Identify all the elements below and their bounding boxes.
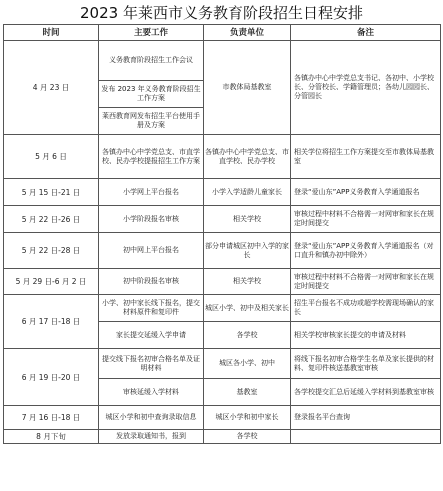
row-note: 相关学位将招生工作方案提交至市教体局基教室 bbox=[291, 135, 441, 179]
row-task: 城区小学和初中查询录取信息 bbox=[99, 406, 204, 430]
table-row bbox=[4, 179, 441, 206]
schedule-table bbox=[3, 24, 441, 444]
row-note: 审核过程中材料不合格需一对网审和家长在规定时间提交 bbox=[291, 269, 441, 295]
row-note: 各学校提交汇总后延缓入学材料到基教室审核 bbox=[291, 379, 441, 406]
row-unit: 相关学校 bbox=[204, 269, 291, 295]
row-date: 8 月下旬 bbox=[4, 430, 99, 444]
row-unit: 各学校 bbox=[204, 322, 291, 349]
row-task: 审核延缓入学材料 bbox=[99, 379, 204, 406]
row-unit: 城区小学、初中及相关家长 bbox=[204, 295, 291, 322]
table-row bbox=[4, 41, 441, 81]
row-date: 5 月 15 日-21 日 bbox=[4, 179, 99, 206]
table-row bbox=[4, 295, 441, 322]
row-task: 家长提交延缓入学申请 bbox=[99, 322, 204, 349]
row-unit: 各学校 bbox=[204, 430, 291, 444]
row-note: 招生平台报名不成功或超学校需现场确认的家长 bbox=[291, 295, 441, 322]
row-task: 发放录取通知书，报到 bbox=[99, 430, 204, 444]
row-note: 登录“爱山东”APP义务教育入学通道报名 bbox=[291, 179, 441, 206]
row-unit: 小学入学适龄儿童家长 bbox=[204, 179, 291, 206]
row-task: 莱西教育网发布招生平台使用手册及方案 bbox=[99, 108, 204, 135]
row-date: 5 月 22 日-26 日 bbox=[4, 206, 99, 233]
table-row bbox=[4, 233, 441, 269]
row-date: 6 月 19 日-20 日 bbox=[4, 349, 99, 406]
row-unit: 城区各小学、初中 bbox=[204, 349, 291, 379]
row-task: 小学、初中家长线下报名，提交材料原件和复印件 bbox=[99, 295, 204, 322]
row-note: 相关学校审核家长提交的申请及材料 bbox=[291, 322, 441, 349]
row-unit: 部分申请城区初中入学的家长 bbox=[204, 233, 291, 269]
row-task: 提交线下报名初审合格名单及证明材料 bbox=[99, 349, 204, 379]
row-task: 初中阶段报名审核 bbox=[99, 269, 204, 295]
row-unit: 各镇办中心中学党总支、市直学校、民办学校 bbox=[204, 135, 291, 179]
row-unit: 基教室 bbox=[204, 379, 291, 406]
table-row bbox=[4, 135, 441, 179]
row-date: 5 月 29 日-6 月 2 日 bbox=[4, 269, 99, 295]
row-task: 小学网上平台报名 bbox=[99, 179, 204, 206]
header-unit: 负责单位 bbox=[204, 25, 291, 41]
row-task: 初中网上平台报名 bbox=[99, 233, 204, 269]
row-date: 4 月 23 日 bbox=[4, 41, 99, 135]
row-note: 审核过程中材料不合格需一对网审和家长在规定时间提交 bbox=[291, 206, 441, 233]
row-note bbox=[291, 430, 441, 444]
row-task: 小学阶段报名审核 bbox=[99, 206, 204, 233]
row-note: 各镇办中心中学党总支书记、各初中、小学校长、分管校长、学籍管理员；各幼儿园园长、分管园长 bbox=[291, 41, 441, 135]
row-note: 登录“爱山东”APP义务教育入学通道报名（对口直升和镇办初中除外） bbox=[291, 233, 441, 269]
header-time: 时间 bbox=[4, 25, 99, 41]
row-unit: 城区小学和初中家长 bbox=[204, 406, 291, 430]
table-row bbox=[4, 349, 441, 379]
row-unit: 市教体局基教室 bbox=[204, 41, 291, 135]
row-unit: 相关学校 bbox=[204, 206, 291, 233]
row-date: 6 月 17 日-18 日 bbox=[4, 295, 99, 349]
table-row bbox=[4, 206, 441, 233]
row-date: 7 月 16 日-18 日 bbox=[4, 406, 99, 430]
row-task: 各镇办中心中学党总支、市直学校、民办学校提报招生工作方案 bbox=[99, 135, 204, 179]
page-title: 2023 年莱西市义务教育阶段招生日程安排 bbox=[80, 4, 363, 22]
row-date: 5 月 6 日 bbox=[4, 135, 99, 179]
row-task: 义务教育阶段招生工作会议 bbox=[99, 41, 204, 81]
header-note: 备注 bbox=[291, 25, 441, 41]
row-date: 5 月 22 日-28 日 bbox=[4, 233, 99, 269]
row-note: 登录报名平台查询 bbox=[291, 406, 441, 430]
row-note: 将线下报名初审合格学生名单及家长提供的材料、复印件核送基教室审核 bbox=[291, 349, 441, 379]
table-row bbox=[4, 269, 441, 295]
header-task: 主要工作 bbox=[99, 25, 204, 41]
table-row bbox=[4, 406, 441, 430]
row-task: 发布 2023 年义务教育阶段招生工作方案 bbox=[99, 81, 204, 108]
table-header-row bbox=[4, 25, 441, 41]
table-row bbox=[4, 430, 441, 444]
